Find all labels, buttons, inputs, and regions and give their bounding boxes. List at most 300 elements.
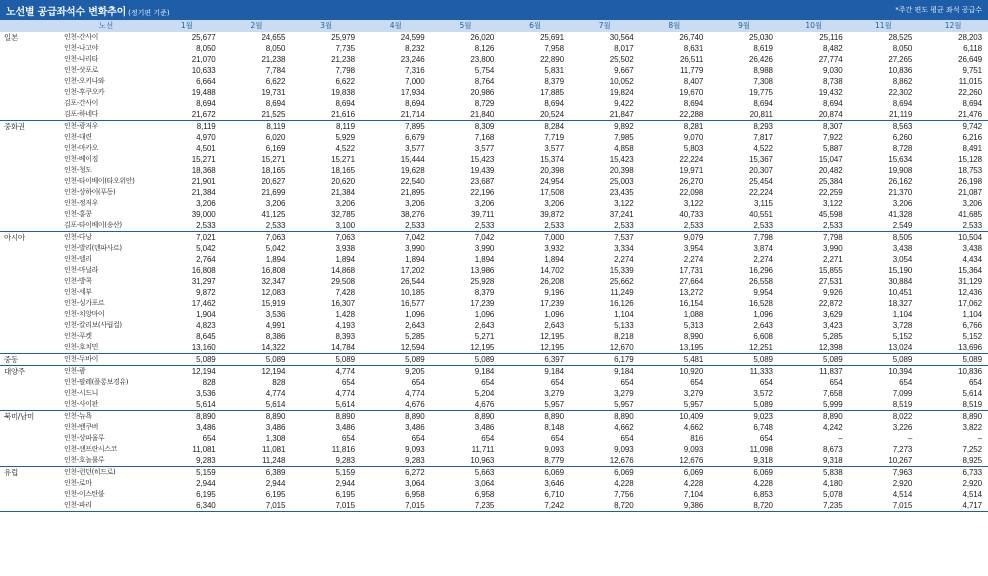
route-cell: 인천-삿포로: [64, 66, 98, 74]
value-cell: 8,050: [196, 44, 216, 53]
value-cell: 15,367: [749, 155, 773, 164]
table-row: [0, 132, 988, 143]
value-cell: 19,488: [191, 88, 216, 97]
value-cell: 22,224: [679, 155, 704, 164]
table-row: [0, 433, 988, 444]
value-cell: 6,169: [265, 144, 286, 153]
table-row: [0, 254, 988, 265]
value-cell: 2,533: [753, 221, 773, 230]
value-cell: 3,577: [544, 144, 564, 153]
value-cell: 5,663: [431, 467, 501, 479]
value-cell: 3,438: [962, 244, 982, 253]
region-cell: [0, 287, 60, 298]
value-cell: 17,462: [191, 299, 216, 308]
value-cell: 5,614: [265, 400, 286, 409]
route-cell: 인천-베이징: [64, 155, 98, 163]
value-cell: 21,672: [191, 110, 216, 119]
table-body: [0, 32, 988, 512]
value-cell: 12,195: [540, 332, 564, 341]
value-cell: 2,944: [196, 479, 216, 488]
value-cell: 6,748: [753, 423, 773, 432]
value-cell: 8,022: [849, 411, 919, 423]
value-cell: 15,919: [261, 299, 286, 308]
value-cell: 11,711: [471, 445, 495, 454]
value-cell: 7,242: [500, 500, 570, 512]
value-cell: 21,476: [958, 110, 982, 119]
value-cell: 5,838: [779, 467, 849, 479]
value-cell: 9,892: [570, 121, 640, 133]
value-cell: 12,398: [818, 343, 843, 352]
value-cell: 8,050: [265, 44, 286, 53]
value-cell: 8,293: [709, 121, 779, 133]
value-cell: 6,958: [474, 490, 495, 499]
value-cell: 6,195: [335, 490, 355, 499]
value-cell: 15,634: [888, 155, 913, 164]
value-cell: 10,451: [888, 288, 913, 297]
value-cell: 5,089: [918, 354, 988, 366]
value-cell: 16,528: [749, 299, 773, 308]
value-cell: 8,779: [544, 456, 564, 465]
value-cell: 6,069: [500, 467, 570, 479]
value-cell: 5,042: [265, 244, 286, 253]
region-cell: [0, 342, 60, 354]
value-cell: 7,308: [753, 77, 773, 86]
value-cell: 21,901: [191, 177, 216, 186]
value-cell: 19,908: [888, 166, 913, 175]
table-header: [0, 20, 988, 32]
value-cell: 4,522: [335, 144, 355, 153]
value-cell: 7,658: [823, 389, 843, 398]
value-cell: 22,872: [818, 299, 843, 308]
value-cell: 7,273: [892, 445, 913, 454]
value-cell: 21,384: [331, 188, 355, 197]
value-cell: 9,667: [614, 66, 634, 75]
value-cell: 7,963: [849, 467, 919, 479]
value-cell: 6,679: [405, 133, 425, 142]
region-cell: [0, 276, 60, 287]
value-cell: 5,159: [152, 467, 222, 479]
value-cell: 22,098: [679, 188, 704, 197]
region-cell: [0, 489, 60, 500]
route-cell: 인천-호놀룰루: [64, 456, 105, 464]
route-cell: 인천-상파울루: [64, 434, 105, 442]
value-cell: 828: [272, 378, 286, 387]
value-cell: 4,774: [405, 389, 425, 398]
value-cell: 1,104: [962, 310, 982, 319]
value-cell: 8,126: [474, 44, 495, 53]
value-cell: 15,423: [609, 155, 634, 164]
region-cell: [0, 309, 60, 320]
value-cell: 20,307: [749, 166, 773, 175]
region-cell: [0, 254, 60, 265]
value-cell: 15,271: [261, 155, 286, 164]
value-cell: 9,093: [544, 445, 564, 454]
value-cell: 6,216: [962, 133, 982, 142]
value-cell: 14,702: [540, 266, 564, 275]
value-cell: 20,482: [818, 166, 843, 175]
value-cell: 8,694: [544, 99, 564, 108]
value-cell: 9,023: [709, 411, 779, 423]
value-cell: 23,687: [470, 177, 495, 186]
value-cell: 6,766: [962, 321, 982, 330]
value-cell: 45,598: [818, 210, 843, 219]
value-cell: 21,840: [470, 110, 495, 119]
value-cell: 5,957: [544, 400, 564, 409]
value-cell: 4,774: [265, 389, 286, 398]
route-cell: 인천-싱가포르: [64, 299, 105, 307]
value-cell: 5,089: [361, 354, 431, 366]
value-cell: 23,246: [400, 55, 425, 64]
value-cell: 7,537: [570, 232, 640, 244]
region-cell: [0, 265, 60, 276]
value-cell: 9,318: [823, 456, 843, 465]
value-cell: 4,434: [962, 255, 982, 264]
value-cell: 7,719: [544, 133, 564, 142]
value-cell: 6,622: [335, 77, 355, 86]
value-cell: 25,030: [749, 33, 773, 42]
value-cell: 31,129: [958, 277, 982, 286]
table-row: [0, 243, 988, 254]
value-cell: 10,052: [609, 77, 634, 86]
value-cell: 8,119: [291, 121, 361, 133]
value-cell: 1,096: [474, 310, 495, 319]
value-cell: 5,089: [222, 354, 292, 366]
header-cell-month: 2월: [222, 20, 292, 32]
table-row: [0, 388, 988, 399]
table-row: [0, 500, 988, 512]
value-cell: 8,694: [753, 99, 773, 108]
value-cell: 6,260: [892, 133, 913, 142]
value-cell: 8,379: [474, 288, 495, 297]
value-cell: 8,890: [779, 411, 849, 423]
value-cell: 3,536: [196, 389, 216, 398]
value-cell: –: [907, 434, 913, 443]
value-cell: 40,551: [749, 210, 773, 219]
value-cell: 25,502: [609, 55, 634, 64]
value-cell: 32,347: [261, 277, 286, 286]
value-cell: 1,904: [196, 310, 216, 319]
value-cell: 10,633: [191, 66, 216, 75]
value-cell: 27,531: [818, 277, 843, 286]
value-cell: 2,920: [962, 479, 982, 488]
region-cell: 대양주: [0, 366, 60, 378]
value-cell: 7,168: [474, 133, 495, 142]
value-cell: 9,318: [753, 456, 773, 465]
value-cell: 17,239: [470, 299, 495, 308]
value-cell: 8,694: [196, 99, 216, 108]
value-cell: 4,662: [614, 423, 634, 432]
value-cell: 2,944: [265, 479, 286, 488]
value-cell: 16,808: [261, 266, 286, 275]
value-cell: 9,283: [335, 456, 355, 465]
route-cell: 인천-사이판: [64, 400, 98, 408]
value-cell: 18,327: [888, 299, 913, 308]
value-cell: 19,838: [331, 88, 355, 97]
page-title: 노선별 공급좌석수 변화추이: [6, 6, 127, 18]
value-cell: 29,508: [331, 277, 355, 286]
value-cell: 3,938: [335, 244, 355, 253]
value-cell: 654: [411, 378, 425, 387]
value-cell: 5,204: [474, 389, 495, 398]
value-cell: 6,340: [152, 500, 222, 512]
table-row: [0, 444, 988, 455]
route-cell: 인천-파리: [60, 500, 152, 512]
value-cell: 6,710: [544, 490, 564, 499]
value-cell: 8,720: [570, 500, 640, 512]
value-cell: 654: [829, 378, 843, 387]
value-cell: 5,481: [640, 354, 710, 366]
table-row: [0, 467, 988, 479]
value-cell: 3,226: [892, 423, 913, 432]
value-cell: 2,643: [753, 321, 773, 330]
value-cell: 9,196: [544, 288, 564, 297]
value-cell: 1,096: [544, 310, 564, 319]
value-cell: 16,296: [749, 266, 773, 275]
value-cell: 3,064: [474, 479, 495, 488]
value-cell: 7,798: [779, 232, 849, 244]
value-cell: 7,798: [709, 232, 779, 244]
value-cell: 26,740: [679, 33, 704, 42]
value-cell: 5,614: [962, 389, 982, 398]
route-cell: 인천-간사이: [64, 33, 98, 41]
value-cell: 3,874: [753, 244, 773, 253]
value-cell: 654: [620, 378, 634, 387]
table-row: [0, 342, 988, 354]
region-cell: [0, 388, 60, 399]
value-cell: 5,159: [291, 467, 361, 479]
value-cell: 14,868: [331, 266, 355, 275]
value-cell: 9,093: [614, 445, 634, 454]
value-cell: 5,089: [291, 354, 361, 366]
value-cell: 8,890: [500, 411, 570, 423]
value-cell: 13,272: [679, 288, 704, 297]
value-cell: 6,958: [405, 490, 425, 499]
value-cell: 3,536: [265, 310, 286, 319]
value-cell: 26,511: [679, 55, 704, 64]
value-cell: 3,486: [405, 423, 425, 432]
value-cell: 8,017: [614, 44, 634, 53]
table-row: [0, 187, 988, 198]
value-cell: 4,676: [405, 400, 425, 409]
value-cell: 3,486: [335, 423, 355, 432]
value-cell: 4,501: [196, 144, 216, 153]
value-cell: 23,800: [470, 55, 495, 64]
value-cell: 20,398: [540, 166, 564, 175]
value-cell: 654: [690, 378, 704, 387]
table-row: [0, 32, 988, 43]
value-cell: 26,544: [400, 277, 425, 286]
value-cell: 8,619: [753, 44, 773, 53]
value-cell: 3,572: [753, 389, 773, 398]
value-cell: 654: [202, 434, 216, 443]
value-cell: 21,384: [191, 188, 216, 197]
route-cell: 인천-두바이: [60, 354, 152, 366]
table-row: [0, 220, 988, 232]
value-cell: 21,525: [261, 110, 286, 119]
value-cell: 8,119: [222, 121, 292, 133]
table-row: [0, 331, 988, 342]
region-cell: [0, 444, 60, 455]
unit-note: *주간 편도 평균 좌석 공급수: [895, 6, 982, 14]
region-cell: [0, 109, 60, 121]
value-cell: 8,890: [222, 411, 292, 423]
value-cell: 16,307: [331, 299, 355, 308]
value-cell: 3,206: [544, 199, 564, 208]
route-cell: 인천-호치민: [64, 343, 98, 351]
value-cell: 7,063: [222, 232, 292, 244]
value-cell: 20,811: [749, 110, 773, 119]
value-cell: 7,428: [335, 288, 355, 297]
value-cell: 8,694: [405, 99, 425, 108]
value-cell: 24,954: [540, 177, 564, 186]
route-cell: 인천-로마: [64, 479, 92, 487]
value-cell: 6,179: [570, 354, 640, 366]
value-cell: 15,855: [818, 266, 843, 275]
value-cell: 25,979: [331, 33, 355, 42]
value-cell: 9,926: [823, 288, 843, 297]
value-cell: 8,890: [918, 411, 988, 423]
value-cell: 25,384: [818, 177, 843, 186]
value-cell: 654: [481, 434, 495, 443]
table-row: [0, 320, 988, 331]
value-cell: 6,069: [709, 467, 779, 479]
value-cell: 5,313: [683, 321, 704, 330]
value-cell: 654: [550, 378, 564, 387]
value-cell: 16,808: [191, 266, 216, 275]
value-cell: 8,673: [823, 445, 843, 454]
route-cell: 인천-밴쿠버: [64, 423, 98, 431]
value-cell: 19,731: [261, 88, 286, 97]
value-cell: 8,890: [431, 411, 501, 423]
value-cell: 4,717: [918, 500, 988, 512]
value-cell: 8,645: [196, 332, 216, 341]
value-cell: 5,957: [683, 400, 704, 409]
value-cell: 2,533: [683, 221, 704, 230]
header-cell-month: 3월: [291, 20, 361, 32]
value-cell: 3,822: [962, 423, 982, 432]
value-cell: 7,895: [361, 121, 431, 133]
value-cell: 22,259: [818, 188, 843, 197]
value-cell: 26,270: [679, 177, 704, 186]
value-cell: 828: [202, 378, 216, 387]
header-cell-route: 노선: [60, 20, 152, 32]
value-cell: 26,426: [749, 55, 773, 64]
value-cell: 654: [968, 378, 982, 387]
table-row: [0, 309, 988, 320]
route-cell: 인천-다낭: [60, 232, 152, 244]
value-cell: 25,454: [749, 177, 773, 186]
table-row: [0, 354, 988, 366]
value-cell: 9,030: [823, 66, 843, 75]
value-cell: 13,160: [191, 343, 216, 352]
value-cell: 4,514: [892, 490, 913, 499]
table-row: [0, 489, 988, 500]
value-cell: 15,339: [609, 266, 634, 275]
value-cell: 10,394: [849, 366, 919, 378]
value-cell: 20,874: [818, 110, 843, 119]
value-cell: 19,971: [679, 166, 704, 175]
value-cell: 6,020: [265, 133, 286, 142]
value-cell: 8,694: [892, 99, 913, 108]
region-cell: [0, 422, 60, 433]
value-cell: 2,549: [892, 221, 913, 230]
value-cell: 6,118: [963, 44, 982, 53]
value-cell: 3,206: [962, 199, 982, 208]
value-cell: 15,374: [540, 155, 564, 164]
header-cell-month: 11월: [849, 20, 919, 32]
value-cell: 21,714: [400, 110, 425, 119]
value-cell: 6,389: [222, 467, 292, 479]
value-cell: 18,165: [261, 166, 286, 175]
value-cell: 27,265: [888, 55, 913, 64]
value-cell: 19,775: [749, 88, 773, 97]
header-cell-month: 8월: [640, 20, 710, 32]
value-cell: 816: [690, 434, 704, 443]
region-cell: [0, 187, 60, 198]
value-cell: 3,206: [892, 199, 913, 208]
value-cell: 5,831: [544, 66, 564, 75]
value-cell: 8,729: [474, 99, 495, 108]
value-cell: 3,206: [405, 199, 425, 208]
value-cell: 5,614: [196, 400, 216, 409]
value-cell: 9,093: [683, 445, 704, 454]
value-cell: 12,436: [958, 288, 982, 297]
table-row: [0, 76, 988, 87]
value-cell: 6,195: [196, 490, 216, 499]
table-row: [0, 43, 988, 54]
value-cell: 2,533: [265, 221, 286, 230]
value-cell: 27,774: [818, 55, 843, 64]
value-cell: 5,089: [152, 354, 222, 366]
value-cell: 1,096: [753, 310, 773, 319]
value-cell: 5,089: [779, 354, 849, 366]
value-cell: 23,435: [609, 188, 634, 197]
region-cell: [0, 76, 60, 87]
value-cell: 3,728: [892, 321, 913, 330]
value-cell: 14,322: [261, 343, 286, 352]
value-cell: 8,505: [849, 232, 919, 244]
value-cell: 17,062: [958, 299, 982, 308]
value-cell: 26,020: [470, 33, 495, 42]
value-cell: 15,364: [958, 266, 982, 275]
region-cell: [0, 433, 60, 444]
value-cell: 9,751: [962, 66, 982, 75]
value-cell: 9,184: [570, 366, 640, 378]
value-cell: 2,274: [614, 255, 634, 264]
value-cell: 27,664: [679, 277, 704, 286]
table-row: [0, 411, 988, 423]
value-cell: 8,519: [892, 400, 913, 409]
route-cell: 인천-방콕: [64, 277, 92, 285]
value-cell: 654: [759, 378, 773, 387]
value-cell: 17,508: [540, 188, 564, 197]
value-cell: 6,069: [640, 467, 710, 479]
value-cell: 4,991: [265, 321, 286, 330]
value-cell: 32,785: [331, 210, 355, 219]
header-cell-month: 1월: [152, 20, 222, 32]
value-cell: 7,756: [614, 490, 634, 499]
route-cell: 인천-시드니: [64, 389, 98, 397]
value-cell: 6,195: [265, 490, 286, 499]
value-cell: 3,100: [335, 221, 355, 230]
value-cell: 21,119: [888, 110, 913, 119]
route-cell: 인천-세부: [64, 288, 92, 296]
value-cell: 11,081: [262, 445, 286, 454]
value-cell: 5,271: [474, 332, 495, 341]
value-cell: 13,986: [470, 266, 495, 275]
region-cell: [0, 132, 60, 143]
region-cell: [0, 43, 60, 54]
